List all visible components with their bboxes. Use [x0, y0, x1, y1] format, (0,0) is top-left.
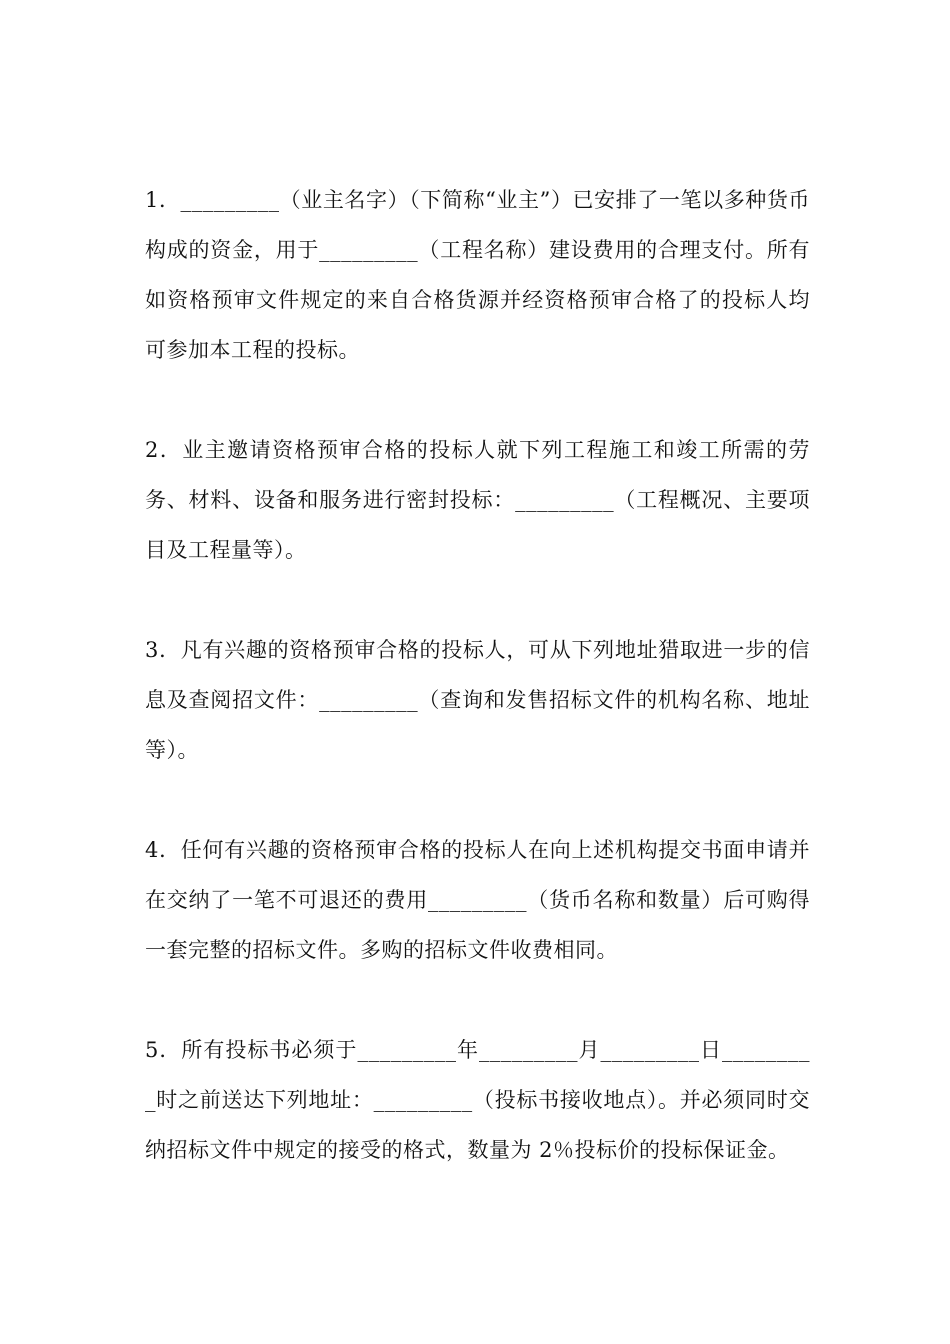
clause-3-paragraph: 3．凡有兴趣的资格预审合格的投标人，可从下列地址猎取进一步的信息及查阅招文件：_________（查询和发售招标文件的机构名称、地址等）。	[145, 638, 810, 762]
document-body	[145, 175, 810, 1225]
clause-2-paragraph: 2．业主邀请资格预审合格的投标人就下列工程施工和竣工所需的劳务、材料、设备和服务进行密封投标：_________（工程概况、主要项目及工程量等）。	[145, 438, 810, 562]
clause-1-paragraph: 1．_________（业主名字）（下简称“业主”）已安排了一笔以多种货币构成的资金，用于_________（工程名称）建设费用的合理支付。所有如资格预审文件规定的来自合格货源并经资格预审合格了的投标人均可参加本工程的投标。	[145, 188, 810, 362]
clause-4-paragraph: 4．任何有兴趣的资格预审合格的投标人在向上述机构提交书面申请并在交纳了一笔不可退还的费用_________（货币名称和数量）后可购得一套完整的招标文件。多购的招标文件收费相同。	[145, 838, 810, 962]
clause-5-paragraph: 5．所有投标书必须于_________年_________月_________日_________时之前送达下列地址：_________（投标书接收地点）。并必须同时交纳招标文件中规定的接受的格式，数量为 2％投标价的投标保证金。	[145, 1038, 810, 1162]
